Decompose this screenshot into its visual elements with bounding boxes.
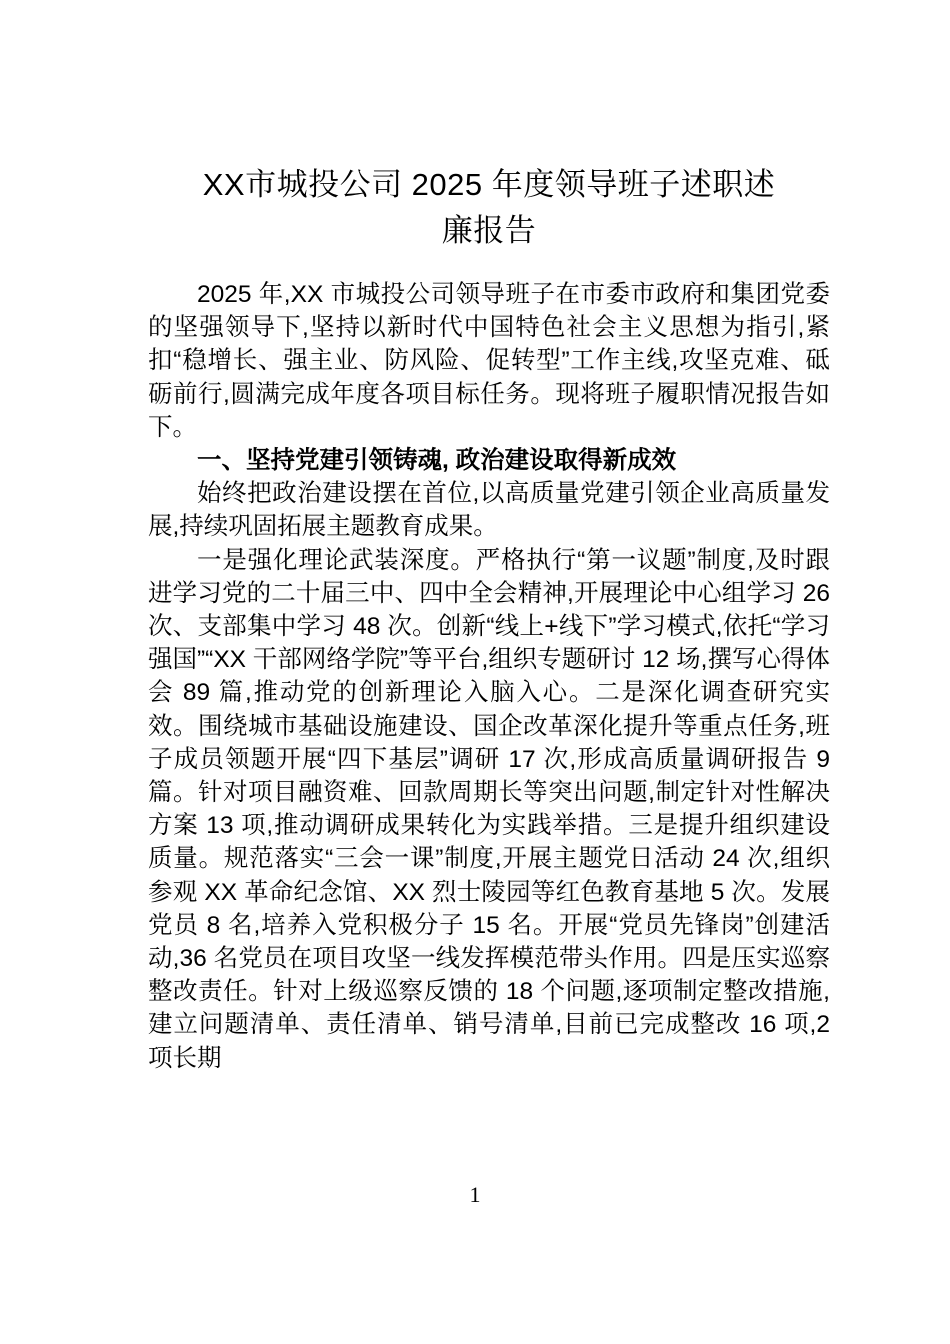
document-content-column <box>148 0 830 1075</box>
page-number: 1 <box>469 1182 481 1207</box>
paragraph-section-1-body: 一是强化理论武装深度。严格执行“第一议题”制度,及时跟进学习党的二十届三中、四中全会精神,开展理论中心组学习 26 次、支部集中学习 48 次。创新“线上+线下”学习模式,依托“学习强国”“XX 干部网络学院”等平台,组织专题研讨 12 场,撰写心得体会 89 篇,推动党的创新理论入脑入心。二是深化调查研究实效。围绕城市基础设施建设、国企改革深化提升等重点任务,班子成员领题开展“四下基层”调研 17 次,形成高质量调研报告 9 篇。针对项目融资难、回款周期长等突出问题,制定针对性解决方案 13 项,推动调研成果转化为实践举措。三是提升组织建设质量。规范落实“三会一课”制度,开展主题党日活动 24 次,组织参观 XX 革命纪念馆、XX 烈士陵园等红色教育基地 5 次。发展党员 8 名,培养入党积极分子 15 名。开展“党员先锋岗”创建活动,36 名党员在项目攻坚一线发挥模范带头作用。四是压实巡察整改责任。针对上级巡察反馈的 18 个问题,逐项制定整改措施,建立问题清单、责任清单、销号清单,目前已完成整改 16 项,2 项长期 <box>148 546 830 1072</box>
paragraph-section-1-lead: 始终把政治建设摆在首位,以高质量党建引领企业高质量发展,持续巩固拓展主题教育成果。 <box>148 480 830 541</box>
paragraph-intro: 2025 年,XX 市城投公司领导班子在市委市政府和集团党委的坚强领导下,坚持以新时代中国特色社会主义思想为指引,紧扣“稳增长、强主业、防风险、促转型”工作主线,攻坚克难、砥砺前行,圆满完成年度各项目标任务。现将班子履职情况报告如下。 <box>148 281 830 441</box>
page-title <box>148 0 830 254</box>
section-heading-1: 一、坚持党建引领铸魂, 政治建设取得新成效 <box>197 447 677 475</box>
page-title-line-2: 廉报告 <box>441 213 537 248</box>
document-body <box>148 278 830 1075</box>
page-title-line-1: XX市城投公司 2025 年度领导班子述职述 <box>202 167 776 202</box>
